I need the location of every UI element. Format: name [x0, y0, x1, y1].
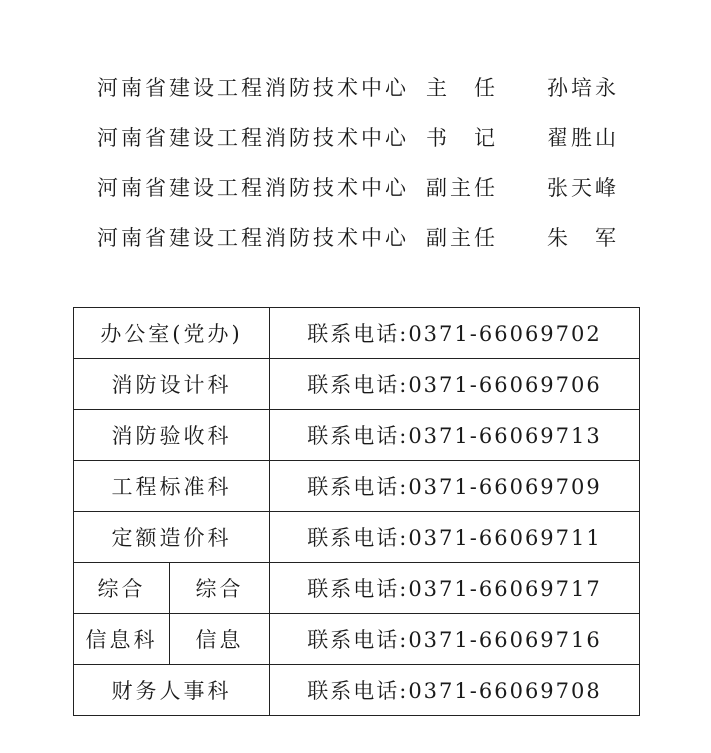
department-phone: 联系电话:0371-66069717 [270, 563, 640, 614]
leader-org: 河南省建设工程消防技术中心 [97, 126, 409, 150]
sub-unit-name: 信息 [170, 614, 270, 665]
department-name: 财务人事科 [74, 665, 270, 716]
department-phone: 联系电话:0371-66069706 [270, 359, 640, 410]
department-name: 工程标准科 [74, 461, 270, 512]
leadership-list [97, 66, 657, 266]
table-row [74, 665, 640, 716]
leader-name: 孙培永 [547, 76, 619, 100]
table-row [74, 614, 640, 665]
leader-org: 河南省建设工程消防技术中心 [97, 226, 409, 250]
leader-org: 河南省建设工程消防技术中心 [97, 76, 409, 100]
info-dept-name-line1: 综合 [74, 563, 170, 614]
leader-row [97, 166, 657, 216]
department-name: 消防验收科 [74, 410, 270, 461]
table-row [74, 563, 640, 614]
department-phone: 联系电话:0371-66069709 [270, 461, 640, 512]
leader-title: 主任 [426, 76, 522, 100]
leader-name: 张天峰 [547, 176, 619, 200]
department-phone: 联系电话:0371-66069711 [270, 512, 640, 563]
table-row [74, 461, 640, 512]
table-row [74, 512, 640, 563]
table-row [74, 410, 640, 461]
sub-unit-name: 综合 [170, 563, 270, 614]
leader-name: 朱军 [547, 226, 643, 250]
leader-org: 河南省建设工程消防技术中心 [97, 176, 409, 200]
table-row [74, 359, 640, 410]
leader-title: 书记 [426, 126, 522, 150]
info-dept-name-line2: 信息科 [74, 614, 170, 665]
department-phone: 联系电话:0371-66069708 [270, 665, 640, 716]
leader-row [97, 216, 657, 266]
table-row [74, 308, 640, 359]
department-phone-table [73, 307, 640, 716]
department-phone: 联系电话:0371-66069713 [270, 410, 640, 461]
department-name: 定额造价科 [74, 512, 270, 563]
leader-title: 副主任 [426, 176, 498, 200]
department-phone: 联系电话:0371-66069716 [270, 614, 640, 665]
department-phone: 联系电话:0371-66069702 [270, 308, 640, 359]
leader-row [97, 116, 657, 166]
department-name: 办公室(党办) [74, 308, 270, 359]
department-name: 消防设计科 [74, 359, 270, 410]
leader-title: 副主任 [426, 226, 498, 250]
leader-name: 翟胜山 [547, 126, 619, 150]
leader-row [97, 66, 657, 116]
